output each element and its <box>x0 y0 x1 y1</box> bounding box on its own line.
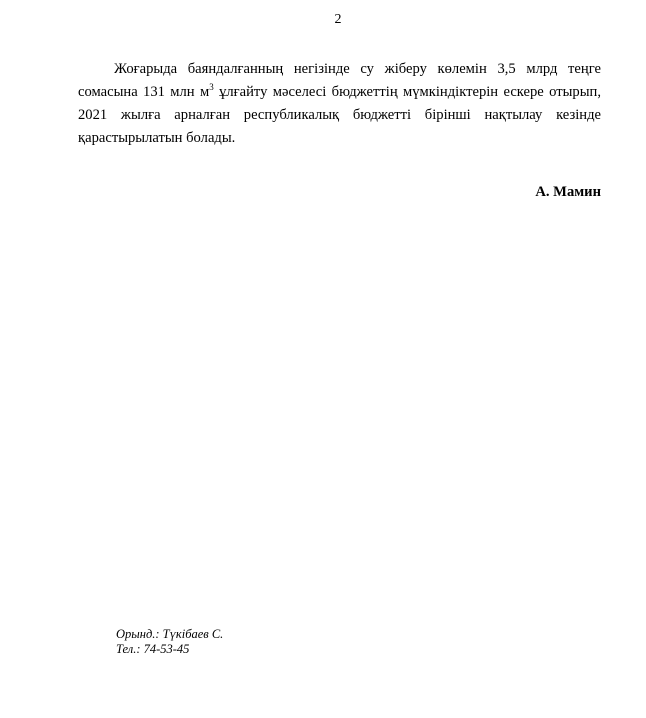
executor-phone: Тел.: 74-53-45 <box>116 642 190 656</box>
executor-name: Орынд.: Түкібаев С. <box>116 627 224 641</box>
page-number: 2 <box>334 12 342 27</box>
cubic-superscript: 3 <box>209 82 214 93</box>
executor-block <box>116 627 223 657</box>
body-text-part-2: ұлғайту мәселесі бюджеттің мүмкіндіктерін ескере отырып, 2021 жылға арналған республикалық бюджетті бірінші нақтылау кезінде қарастырылатын болады. <box>78 84 601 146</box>
body-paragraph <box>78 58 601 150</box>
signature-name: А. Мамин <box>535 184 601 200</box>
body-text-part-1: Жоғарыда баяндалғанның негізінде су жіберу көлемін 3,5 млрд теңге сомасына 131 млн м <box>78 61 601 100</box>
